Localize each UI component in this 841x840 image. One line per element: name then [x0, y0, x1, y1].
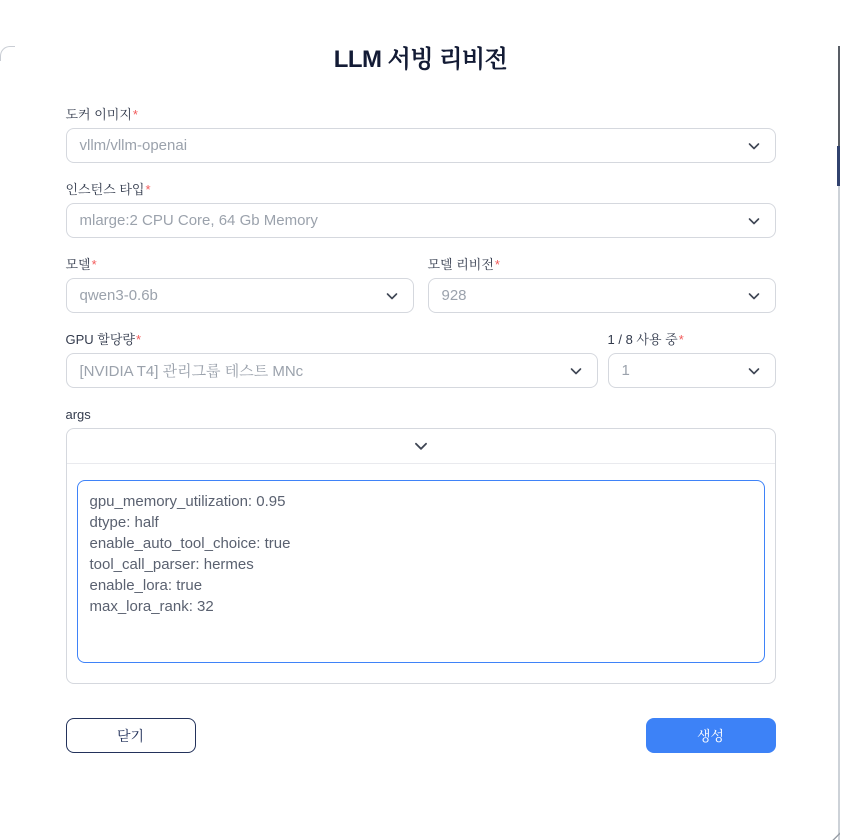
required-asterisk: * — [145, 182, 151, 197]
chevron-down-icon — [412, 437, 430, 455]
resize-grip-icon[interactable] — [830, 830, 840, 840]
page-title: LLM 서빙 리비전 — [333, 46, 508, 73]
revision-form — [66, 107, 776, 684]
gpu-quota-select[interactable] — [66, 353, 598, 388]
scrollbar-thumb[interactable] — [837, 146, 840, 186]
gpu-quota-value: [NVIDIA T4] 관리그룹 테스트 MNc — [79, 363, 304, 380]
model-label: 모델* — [65, 257, 97, 272]
instance-type-value: mlarge:2 CPU Core, 64 Gb Memory — [79, 212, 318, 229]
gpu-quota-label: GPU 할당량* — [65, 332, 142, 347]
required-asterisk: * — [678, 332, 684, 347]
model-revision-select[interactable] — [428, 278, 776, 313]
model-value: qwen3-0.6b — [79, 287, 158, 304]
gpu-usage-select[interactable] — [608, 353, 776, 388]
docker-image-select[interactable] — [66, 128, 776, 163]
docker-image-value: vllm/vllm-openai — [79, 137, 188, 154]
model-revision-label: 모델 리비전* — [427, 257, 500, 272]
required-asterisk: * — [135, 332, 142, 347]
modal-footer — [66, 718, 776, 753]
field-model-revision — [428, 257, 776, 313]
field-gpu-usage — [608, 332, 776, 388]
args-textarea[interactable] — [77, 480, 765, 663]
model-select[interactable] — [66, 278, 414, 313]
scrollbar-track-upper — [838, 46, 840, 146]
scrollbar-track-lower — [838, 186, 840, 840]
chevron-down-icon — [568, 363, 584, 379]
window-corner-decoration — [0, 46, 15, 61]
chevron-down-icon — [746, 363, 762, 379]
required-asterisk: * — [494, 257, 500, 272]
model-revision-value: 928 — [441, 287, 467, 304]
field-docker-image — [66, 107, 776, 163]
field-args — [66, 407, 776, 684]
field-instance-type — [66, 182, 776, 238]
row-model — [66, 257, 776, 313]
instance-type-select[interactable] — [66, 203, 776, 238]
docker-image-label: 도커 이미지* — [65, 107, 138, 122]
row-gpu — [66, 332, 776, 388]
required-asterisk: * — [91, 257, 97, 272]
field-gpu-quota — [66, 332, 598, 388]
gpu-usage-value: 1 — [621, 362, 630, 379]
create-button[interactable]: 생성 — [646, 718, 776, 753]
field-model — [66, 257, 414, 313]
args-panel-body — [67, 464, 775, 683]
chevron-down-icon — [746, 288, 762, 304]
args-panel — [66, 428, 776, 684]
close-button[interactable]: 닫기 — [66, 718, 196, 753]
args-label: args — [65, 407, 91, 422]
args-collapse-toggle[interactable] — [67, 429, 775, 464]
chevron-down-icon — [746, 138, 762, 154]
required-asterisk: * — [132, 107, 138, 122]
instance-type-label: 인스턴스 타입* — [65, 182, 151, 197]
llm-serving-revision-modal — [0, 46, 841, 840]
chevron-down-icon — [384, 288, 400, 304]
gpu-usage-label: 1 / 8 사용 중* — [607, 332, 684, 347]
chevron-down-icon — [746, 213, 762, 229]
